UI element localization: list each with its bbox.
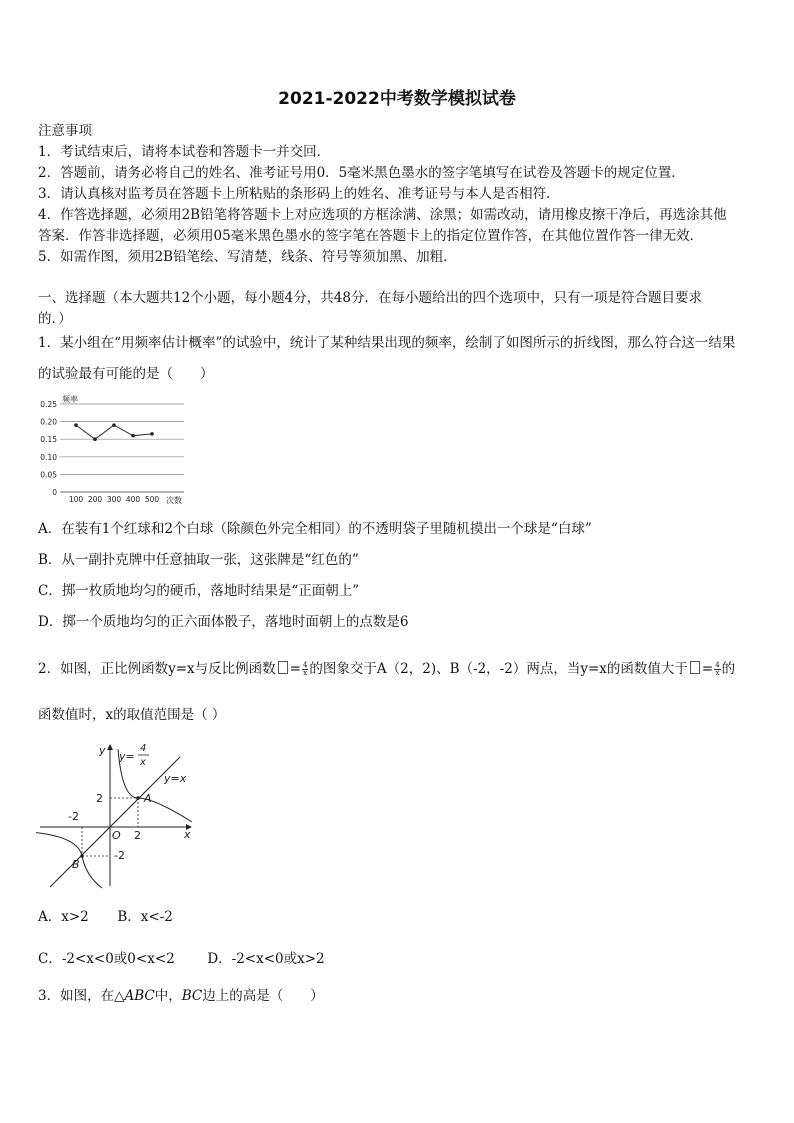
notice-item: 1．考试结束后，请将本试卷和答题卡一并交回． [38, 144, 331, 160]
y-axis-arrow-icon [107, 744, 113, 750]
chart-data-point [74, 423, 78, 427]
option-c: C．-2<x<0或0<x<2 [38, 951, 175, 967]
q3-suffix: 边上的高是（ ） [202, 988, 324, 1004]
chart-ytick-label: 0.10 [40, 452, 57, 462]
placeholder-box-icon [278, 661, 288, 674]
section-heading-cont: 的．） [38, 311, 72, 327]
question-3-text [38, 987, 324, 1005]
fraction-num: 4 [302, 661, 308, 669]
option-d: D．掷一个质地均匀的正六面体骰子，落地时面朝上的点数是6 [38, 614, 409, 630]
q2-eq: = [289, 661, 301, 677]
chart-data-point [150, 432, 154, 436]
x-tick-2: 2 [134, 829, 141, 842]
notice-item: 4．作答选择题，必须用2B铅笔将答题卡上对应选项的方框涂满、涂黑；如需改动，请用橡皮擦干净后，再选涂其他 [38, 207, 727, 223]
fraction [302, 662, 308, 677]
option-a: A．在装有1个红球和2个白球（除颜色外完全相同）的不透明袋子里随机摸出一个球是“白球” [38, 521, 592, 537]
hyperbola-label-den: x [140, 757, 146, 768]
option-a: A．x>2 [38, 909, 89, 925]
q3-side: BC [181, 988, 203, 1004]
frequency-series-line [76, 425, 152, 439]
question-1-text: 1．某小组在“用频率估计概率”的试验中，统计了某种结果出现的频率，绘制了如图所示的折线图，那么符合这一结果 [38, 335, 736, 351]
chart-xlabel: 次数 [166, 496, 182, 505]
y-tick-2: 2 [96, 792, 103, 805]
q2-options-row-2 [38, 950, 325, 968]
chart-data-point [93, 437, 97, 441]
fraction-num: 4 [715, 661, 720, 669]
chart-xtick-label: 100 [68, 495, 84, 504]
question-2-text [38, 660, 735, 678]
function-graph [36, 740, 196, 890]
hyperbola-label-num: 4 [140, 743, 147, 754]
question-1-text-cont: 的试验最有可能的是（ ） [38, 366, 214, 382]
y-tick-neg2: -2 [114, 849, 125, 862]
chart-ytick-label: 0.25 [40, 400, 57, 409]
q2-part-a: 2．如图，正比例函数y=x与反比例函数 [38, 661, 276, 677]
page-title: 2021-2022中考数学模拟试卷 [278, 89, 516, 109]
option-d: D．-2<x<0或x>2 [207, 951, 325, 967]
q3-mid: 中， [154, 988, 182, 1004]
fraction-den: x [303, 669, 308, 677]
line-label: y=x [164, 772, 187, 785]
chart-xtick-label: 400 [125, 495, 141, 504]
notice-heading: 注意事项 [38, 123, 92, 139]
chart-xtick-label: 500 [144, 495, 160, 504]
option-b: B．从一副扑克牌中任意抽取一张，这张牌是“红色的” [38, 552, 359, 568]
q3-triangle: △ABC [114, 988, 155, 1004]
chart-ytick-label: 0 [52, 488, 57, 497]
chart-ytick-label: 0.05 [40, 470, 57, 480]
point-b-dot [80, 854, 84, 858]
origin-label: O [112, 829, 121, 842]
x-tick-neg2: -2 [68, 810, 79, 823]
option-b: B．x<-2 [117, 909, 173, 925]
chart-ytick-label: 0.15 [40, 435, 57, 445]
notice-item: 5．如需作图，须用2B铅笔绘、写清楚，线条、符号等须加黑、加粗． [38, 249, 457, 265]
hyperbola-label-prefix: y= [119, 750, 135, 763]
fraction [714, 662, 720, 677]
notice-item: 答案．作答非选择题，必须用05毫米黑色墨水的签字笔在答题卡上的指定位置作答，在其他位置作答一律无效． [38, 228, 704, 244]
chart-ytick-label: 0.20 [40, 417, 57, 427]
frequency-line-chart [34, 390, 194, 508]
point-a-dot [136, 796, 140, 800]
chart-xtick-label: 300 [106, 495, 122, 504]
chart-ylabel: 频率 [62, 395, 78, 404]
question-2-text-cont: 函数值时，x的取值范围是（ ） [38, 707, 226, 723]
q2-options-row-1 [38, 908, 173, 926]
q2-part-e: 的 [721, 661, 736, 677]
y-axis-label: y [99, 744, 106, 757]
chart-data-point [131, 434, 135, 438]
option-c: C．掷一枚质地均匀的硬币，落地时结果是“正面朝上” [38, 583, 360, 599]
x-axis-label: x [184, 828, 191, 841]
q2-eq: = [701, 661, 714, 677]
q3-prefix: 3．如图，在 [38, 988, 115, 1004]
q2-part-c: 的图象交于A（2，2)、B（-2，-2）两点，当y=x的函数值大于 [309, 661, 688, 677]
placeholder-box-icon [690, 661, 700, 674]
fraction-den: x [715, 669, 720, 677]
section-heading: 一、选择题（本大题共12个小题，每小题4分，共48分．在每小题给出的四个选项中，只有一项是符合题目要求 [38, 290, 702, 306]
point-b-label: B [72, 858, 80, 871]
hyperbola-branch-2 [36, 832, 102, 888]
notice-item: 3．请认真核对监考员在答题卡上所粘贴的条形码上的姓名、准考证号与本人是否相符． [38, 186, 560, 202]
chart-data-point [112, 423, 116, 427]
chart-xtick-label: 200 [87, 495, 103, 504]
point-a-label: A [144, 792, 152, 805]
notice-item: 2．答题前，请务必将自己的姓名、准考证号用0．5毫米黑色墨水的签字笔填写在试卷及答题卡的规定位置． [38, 165, 685, 181]
